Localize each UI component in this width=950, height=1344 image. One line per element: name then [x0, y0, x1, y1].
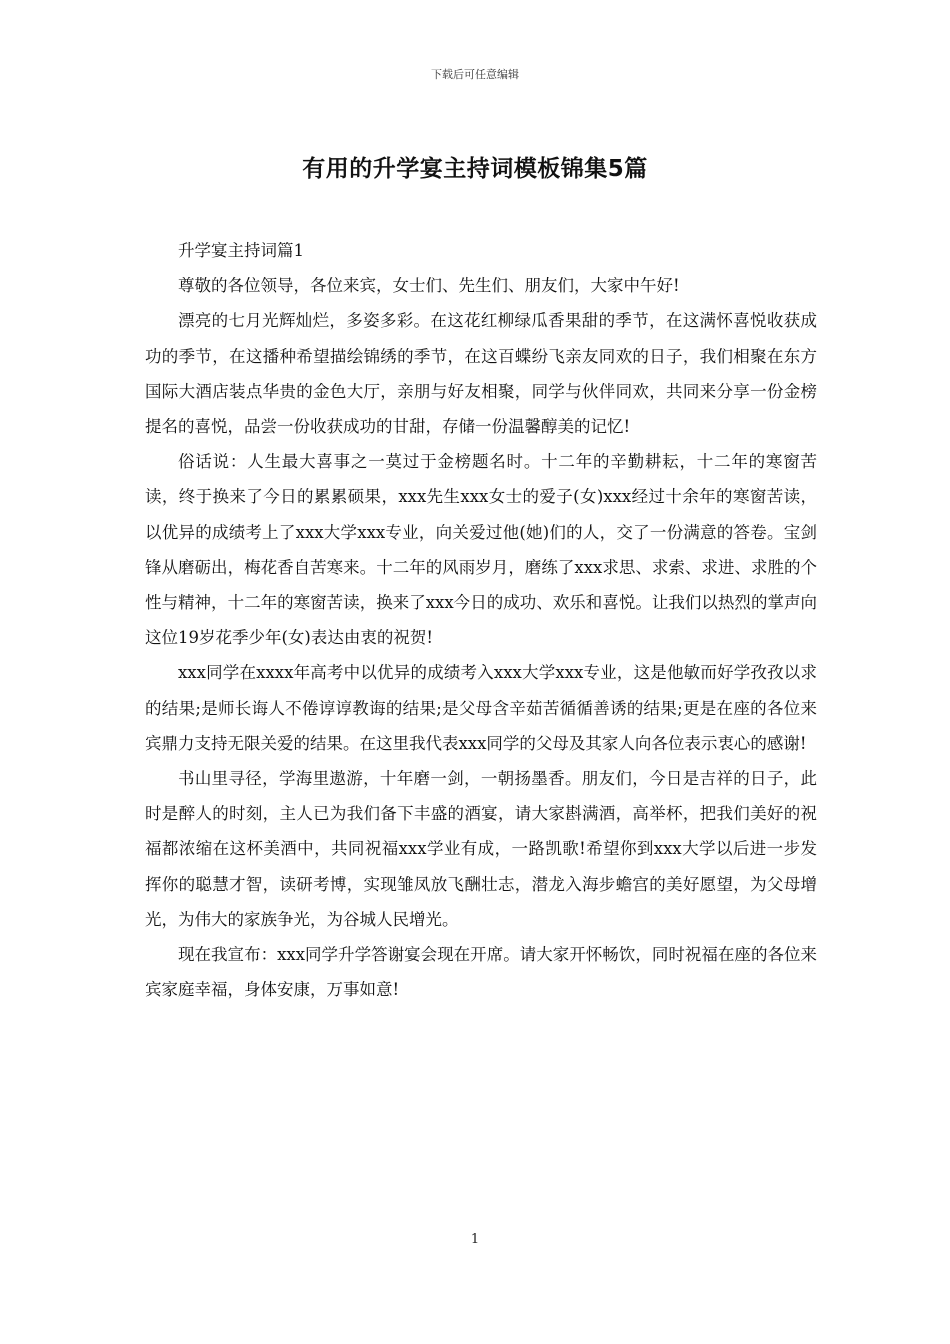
body-paragraph: 现在我宣布：xxx同学升学答谢宴会现在开席。请大家开怀畅饮，同时祝福在座的各位来宾家庭幸福，身体安康，万事如意! — [145, 945, 817, 1000]
body-paragraph: 书山里寻径，学海里遨游，十年磨一剑，一朝扬墨香。朋友们，今日是吉祥的日子，此时是醉人的时刻，主人已为我们备下丰盛的酒宴，请大家斟满酒，高举杯，把我们美好的祝福都浓缩在这杯美酒中，共同祝福xxx学业有成，一路凯歌!希望你到xxx大学以后进一步发挥你的聪慧才智，读研考博，实现雏凤放飞酬壮志，潜龙入海步蟾宫的美好愿望，为父母增光，为伟大的家族争光，为谷城人民增光。 — [145, 769, 817, 929]
body-paragraph: 俗话说：人生最大喜事之一莫过于金榜题名时。十二年的辛勤耕耘，十二年的寒窗苦读，终于换来了今日的累累硕果，xxx先生xxx女士的爱子(女)xxx经过十余年的寒窗苦读，以优异的成绩考上了xxx大学xxx专业，向关爱过他(她)们的人，交了一份满意的答卷。宝剑锋从磨砺出，梅花香自苦寒来。十二年的风雨岁月，磨练了xxx求思、求索、求进、求胜的个性与精神，十二年的寒窗苦读，换来了xxx今日的成功、欢乐和喜悦。让我们以热烈的掌声向这位19岁花季少年(女)表达由衷的祝贺! — [145, 452, 817, 648]
document-title: 有用的升学宴主持词模板锦集5篇 — [302, 156, 648, 182]
header-note: 下载后可任意编辑 — [431, 68, 519, 81]
section-heading: 升学宴主持词篇1 — [178, 241, 304, 260]
document-body — [145, 233, 817, 1007]
page-number: 1 — [470, 1232, 480, 1247]
body-paragraph: 尊敬的各位领导，各位来宾，女士们、先生们、朋友们，大家中午好! — [178, 276, 680, 296]
body-paragraph: xxx同学在xxxx年高考中以优异的成绩考入xxx大学xxx专业，这是他敏而好学孜孜以求的结果;是师长诲人不倦谆谆教诲的结果;是父母含辛茹苦循循善诱的结果;更是在座的各位来宾鼎力支持无限关爱的结果。在这里我代表xxx同学的父母及其家人向各位表示衷心的感谢! — [145, 663, 817, 753]
body-paragraph: 漂亮的七月光辉灿烂，多姿多彩。在这花红柳绿瓜香果甜的季节，在这满怀喜悦收获成功的季节，在这播种希望描绘锦绣的季节，在这百蝶纷飞亲友同欢的日子，我们相聚在东方国际大酒店装点华贵的金色大厅，亲朋与好友相聚，同学与伙伴同欢，共同来分享一份金榜提名的喜悦，品尝一份收获成功的甘甜，存储一份温馨醇美的记忆! — [145, 311, 817, 437]
